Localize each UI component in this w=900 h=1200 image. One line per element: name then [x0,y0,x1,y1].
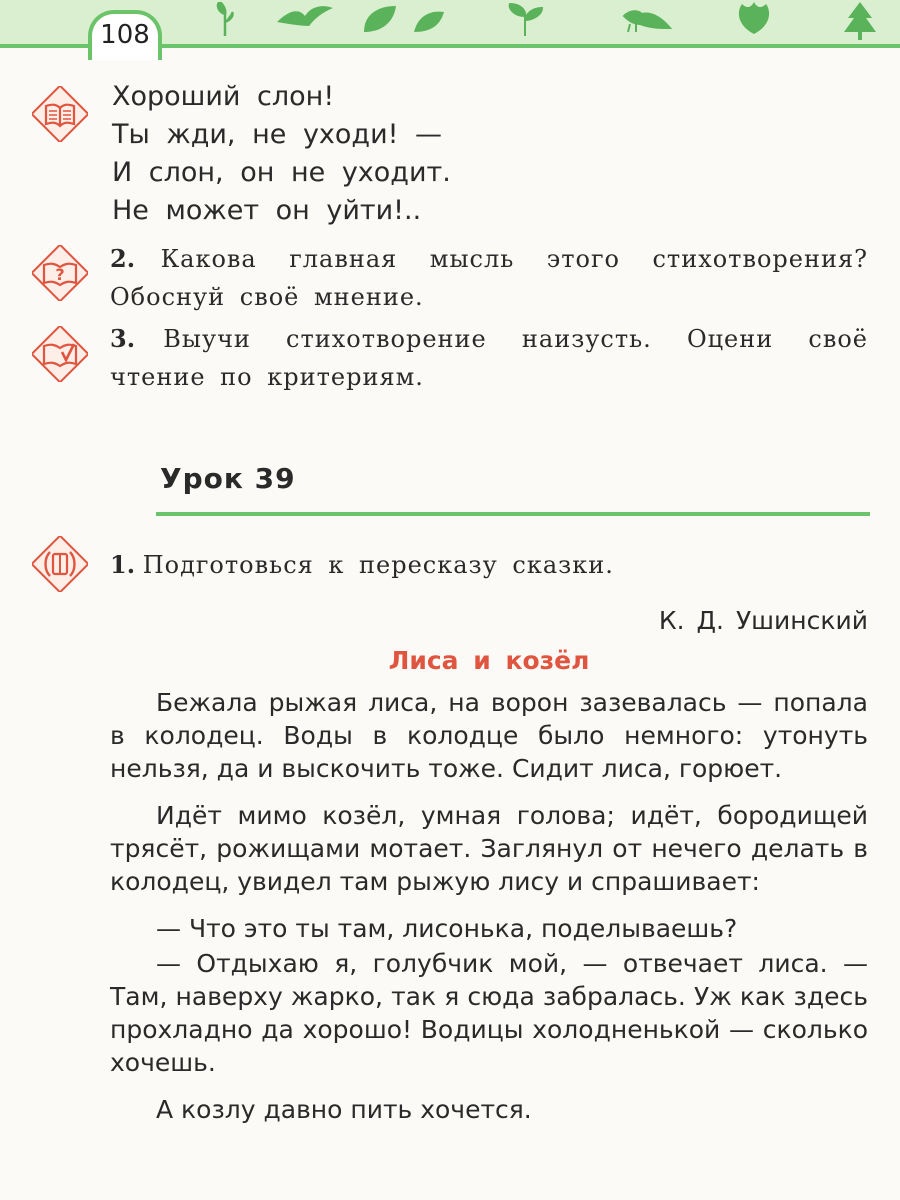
poem [112,78,451,230]
story-paragraph: — Что это ты там, лисонька, поделываешь? [156,914,738,943]
leaf-icon [732,2,776,43]
task-number: 1. [110,550,136,579]
story-paragraph: Бежала рыжая лиса, на ворон зазевалась — попала в колодец. Воды в колодце было немного: утонуть нельзя, да и выскочить тоже. Сидит лиса, горюет. [110,688,868,783]
tree-icon [842,2,878,47]
svg-text:?: ? [55,265,65,284]
task-number: 3. [110,324,136,353]
leaf-icon [500,2,550,45]
story-paragraph: — Отдыхаю я, голубчик мой, — отвечает лиса. — Там, наверху жарко, так я сюда забралась. Уж как здесь прохладно да хорошо! Водицы холодненькой — сколько хочешь. [110,949,868,1077]
retelling-icon [32,536,88,592]
story-paragraph: А козлу давно пить хочется. [156,1095,532,1124]
page-number: 108 [100,20,150,50]
poem-line: Ты жди, не уходи! — [112,119,443,150]
story-text [110,686,868,1140]
story-paragraph: Идёт мимо козёл, умная голова; идёт, бородищей трясёт, рожищами мотает. Заглянул от нечего делать в колодец, увидел там рыжую лису и спрашивает: [110,801,868,896]
leaf-icon [410,2,450,43]
poem-line: Не может он уйти!.. [112,195,422,226]
poem-line: Хороший слон! [112,81,335,112]
poem-line: И слон, он не уходит. [112,157,451,188]
lesson-task-1 [110,546,614,584]
task-number: 2. [110,244,136,273]
snowdrop-icon [210,2,240,43]
task-text: Подготовься к пересказу сказки. [142,551,614,579]
reading-book-icon [32,86,88,142]
lesson-title: Урок 39 [160,462,296,495]
lesson-divider [156,512,870,516]
checkmark-book-icon [32,326,88,382]
task-text: Выучи стихотворение наизусть. Оцени своё чтение по критериям. [110,325,868,391]
bird-icon [275,2,335,39]
page-number-tab [88,10,162,60]
task-2 [110,240,868,316]
question-book-icon [32,245,88,301]
story-title: Лиса и козёл [388,646,590,675]
story-author: К. Д. Ушинский [658,606,868,635]
bird-icon [620,2,674,43]
task-3 [110,320,868,396]
leaf-icon [360,2,400,43]
task-text: Какова главная мысль этого стихотворения? Обоснуй своё мнение. [110,245,868,311]
